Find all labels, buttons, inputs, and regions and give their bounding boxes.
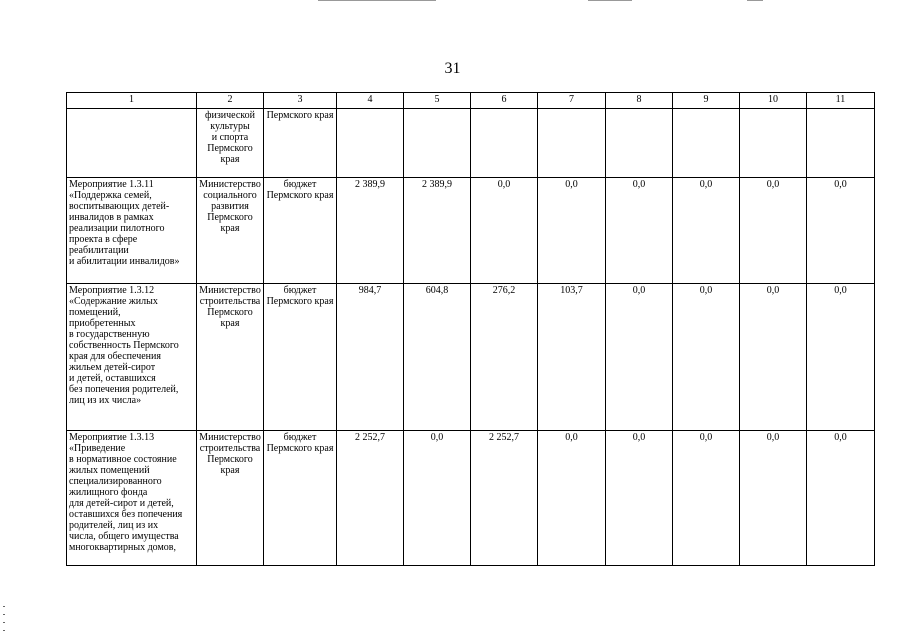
value-cell [404,109,471,178]
value-cell [673,109,740,178]
column-header: 10 [740,93,807,109]
value-cell: 0,0 [538,178,606,284]
header-row [67,93,875,109]
value-cell: 0,0 [471,178,538,284]
scan-edge-mark [3,606,5,607]
value-cell: 0,0 [740,178,807,284]
value-cell: 0,0 [673,284,740,431]
value-cell: 984,7 [337,284,404,431]
table-row [67,178,875,284]
table-row [67,109,875,178]
value-cell [337,109,404,178]
executor-cell: Министерство социального развития Пермского края [197,178,264,284]
value-cell [807,109,875,178]
value-cell: 0,0 [740,284,807,431]
value-cell: 604,8 [404,284,471,431]
value-cell [606,109,673,178]
scan-edge-mark [3,622,5,623]
event-cell [67,109,197,178]
event-cell: Мероприятие 1.3.13 «Приведение в нормативное состояние жилых помещений специализированного жилищного фонда для детей-сирот и детей, оставшихся без попечения родителей, лиц из их числа, общего имущества многоквартирных домов, [67,431,197,566]
value-cell: 0,0 [606,178,673,284]
value-cell: 103,7 [538,284,606,431]
table-row [67,431,875,566]
value-cell [538,109,606,178]
column-header: 8 [606,93,673,109]
page-number: 31 [444,60,461,77]
value-cell: 0,0 [606,431,673,566]
scan-edge-line [318,0,436,1]
scan-edge-line [588,0,632,1]
column-header: 1 [67,93,197,109]
value-cell: 0,0 [740,431,807,566]
scan-edge-mark [3,630,5,631]
value-cell [471,109,538,178]
column-header: 9 [673,93,740,109]
column-header: 6 [471,93,538,109]
column-header: 3 [264,93,337,109]
column-header: 7 [538,93,606,109]
value-cell: 0,0 [807,284,875,431]
value-cell: 2 389,9 [337,178,404,284]
source-cell: Пермского края [264,109,337,178]
value-cell: 0,0 [404,431,471,566]
executor-cell: Министерство строительства Пермского края [197,284,264,431]
column-header: 5 [404,93,471,109]
table-row [67,284,875,431]
value-cell: 0,0 [538,431,606,566]
source-cell: бюджет Пермского края [264,178,337,284]
event-cell: Мероприятие 1.3.11 «Поддержка семей, воспитывающих детей- инвалидов в рамках реализации пилотного проекта в сфере реабилитации и абилитации инвалидов» [67,178,197,284]
value-cell: 276,2 [471,284,538,431]
value-cell: 2 252,7 [337,431,404,566]
value-cell [740,109,807,178]
value-cell: 0,0 [606,284,673,431]
event-cell: Мероприятие 1.3.12 «Содержание жилых помещений, приобретенных в государственную собственность Пермского края для обеспечения жильем детей-сирот и детей, оставшихся без попечения родителей, лиц из их числа» [67,284,197,431]
executor-cell: физической культуры и спорта Пермского края [197,109,264,178]
value-cell: 0,0 [673,431,740,566]
source-cell: бюджет Пермского края [264,431,337,566]
value-cell: 0,0 [673,178,740,284]
scan-edge-mark [3,614,5,615]
executor-cell: Министерство строительства Пермского края [197,431,264,566]
column-header: 2 [197,93,264,109]
budget-table [66,92,875,566]
column-header: 11 [807,93,875,109]
value-cell: 2 389,9 [404,178,471,284]
column-header: 4 [337,93,404,109]
value-cell: 0,0 [807,431,875,566]
value-cell: 2 252,7 [471,431,538,566]
scan-edge-line [747,0,763,1]
source-cell: бюджет Пермского края [264,284,337,431]
value-cell: 0,0 [807,178,875,284]
